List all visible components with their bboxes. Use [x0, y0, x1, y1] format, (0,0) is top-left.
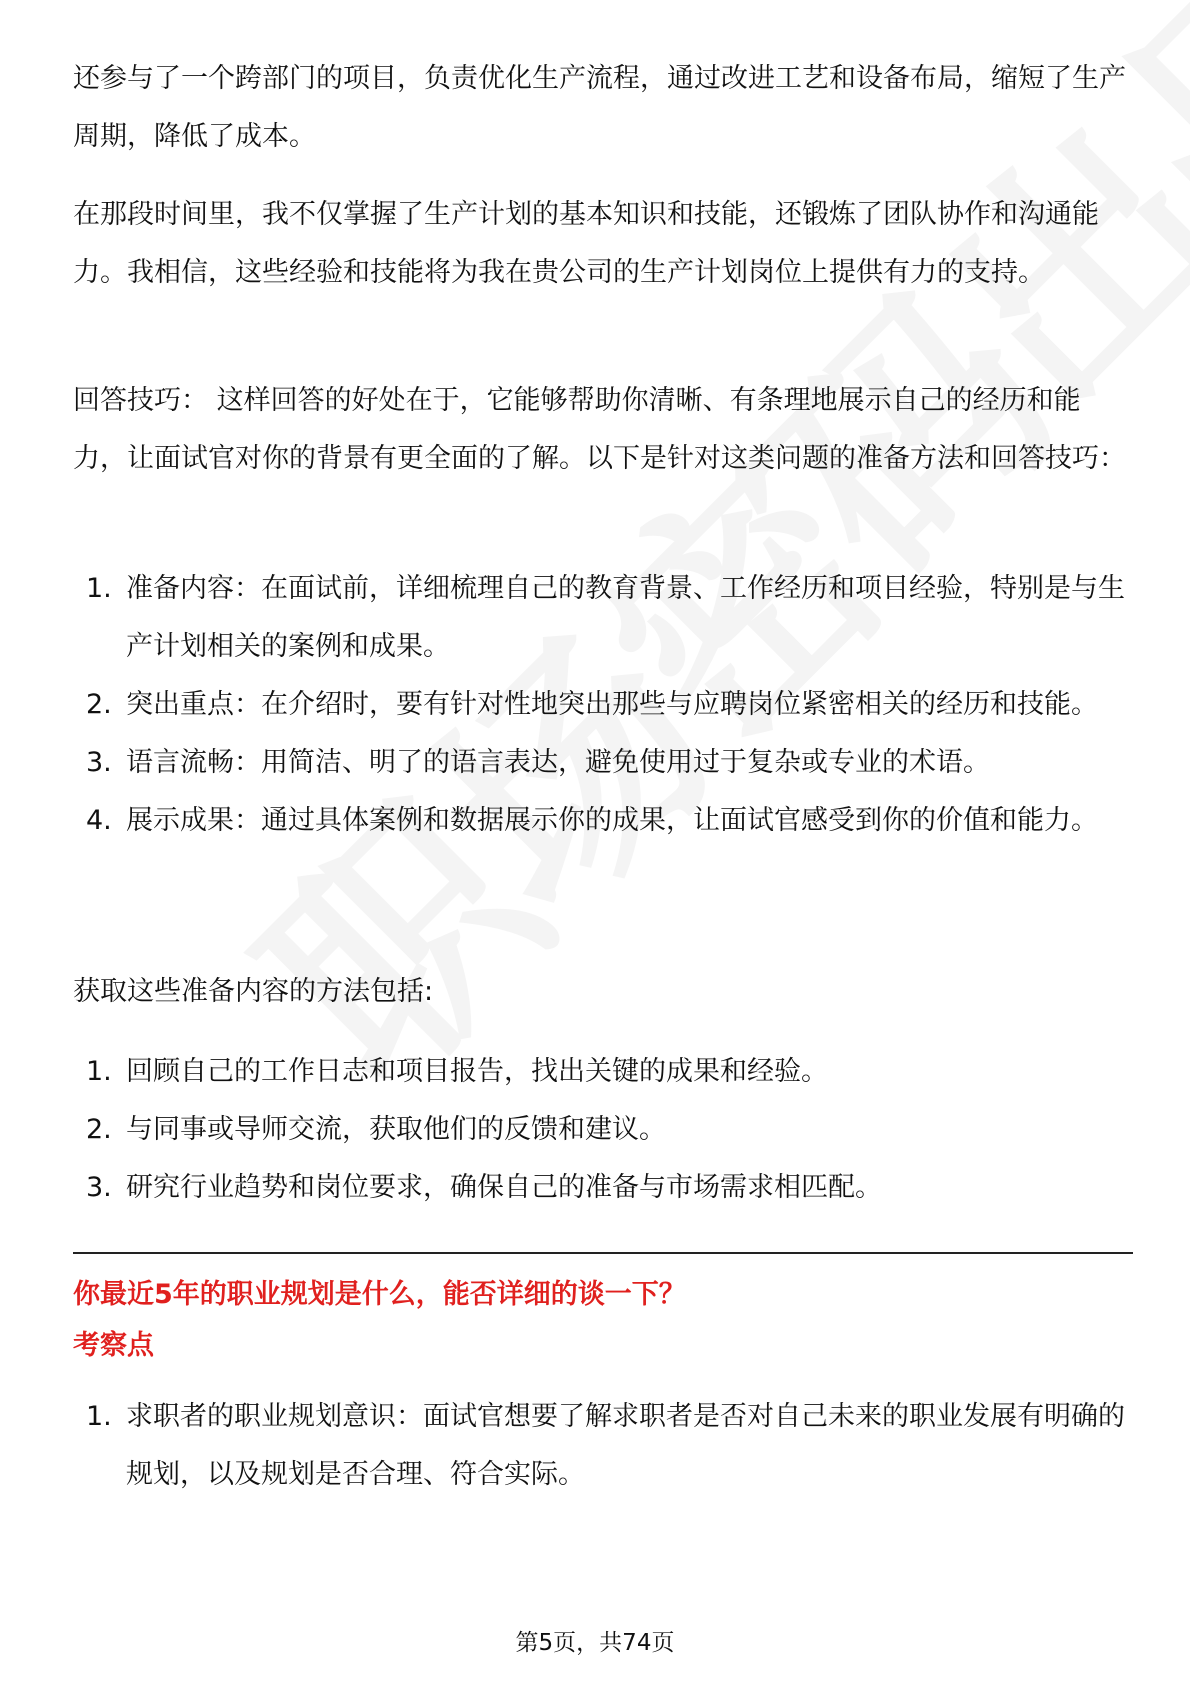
paragraph-2: 在那段时间里，我不仅掌握了生产计划的基本知识和技能，还锻炼了团队协作和沟通能力。我相信，这些经验和技能将为我在贵公司的生产计划岗位上提供有力的支持。	[73, 199, 1099, 288]
kaocha-list	[0, 1388, 1133, 1504]
list-item: 3. 语言流畅：用简洁、明了的语言表达，避免使用过于复杂或专业的术语。	[86, 747, 990, 778]
list-item: 2. 与同事或导师交流，获取他们的反馈和建议。	[86, 1114, 666, 1145]
list-item: 4. 展示成果：通过具体案例和数据展示你的成果，让面试官感受到你的价值和能力。	[86, 805, 1098, 836]
section-divider	[73, 1252, 1133, 1254]
page-footer: 第5页，共74页	[515, 1630, 675, 1656]
list-item: 2. 突出重点：在介绍时，要有针对性地突出那些与应聘岗位紧密相关的经历和技能。	[86, 689, 1098, 720]
paragraph-1: 还参与了一个跨部门的项目，负责优化生产流程，通过改进工艺和设备布局，缩短了生产周期，降低了成本。	[73, 63, 1126, 152]
kaocha-heading: 考察点	[73, 1330, 154, 1361]
list-item: 1. 准备内容：在面试前，详细梳理自己的教育背景、工作经历和项目经验，特别是与生产计划相关的案例和成果。	[86, 573, 1125, 662]
answer-tips-paragraph: 回答技巧： 这样回答的好处在于，它能够帮助你清晰、有条理地展示自己的经历和能力，让面试官对你的背景有更全面的了解。以下是针对这类问题的准备方法和回答技巧：	[73, 385, 1126, 474]
question-title: 你最近5年的职业规划是什么，能否详细的谈一下？	[73, 1279, 686, 1310]
methods-list	[0, 1043, 1133, 1217]
prep-list	[0, 560, 1133, 850]
list-item: 3. 研究行业趋势和岗位要求，确保自己的准备与市场需求相匹配。	[86, 1172, 882, 1203]
list-item: 1. 回顾自己的工作日志和项目报告，找出关键的成果和经验。	[86, 1056, 828, 1087]
methods-intro: 获取这些准备内容的方法包括:	[73, 976, 434, 1007]
list-item: 1. 求职者的职业规划意识：面试官想要了解求职者是否对自己未来的职业发展有明确的规划，以及规划是否合理、符合实际。	[86, 1401, 1125, 1490]
